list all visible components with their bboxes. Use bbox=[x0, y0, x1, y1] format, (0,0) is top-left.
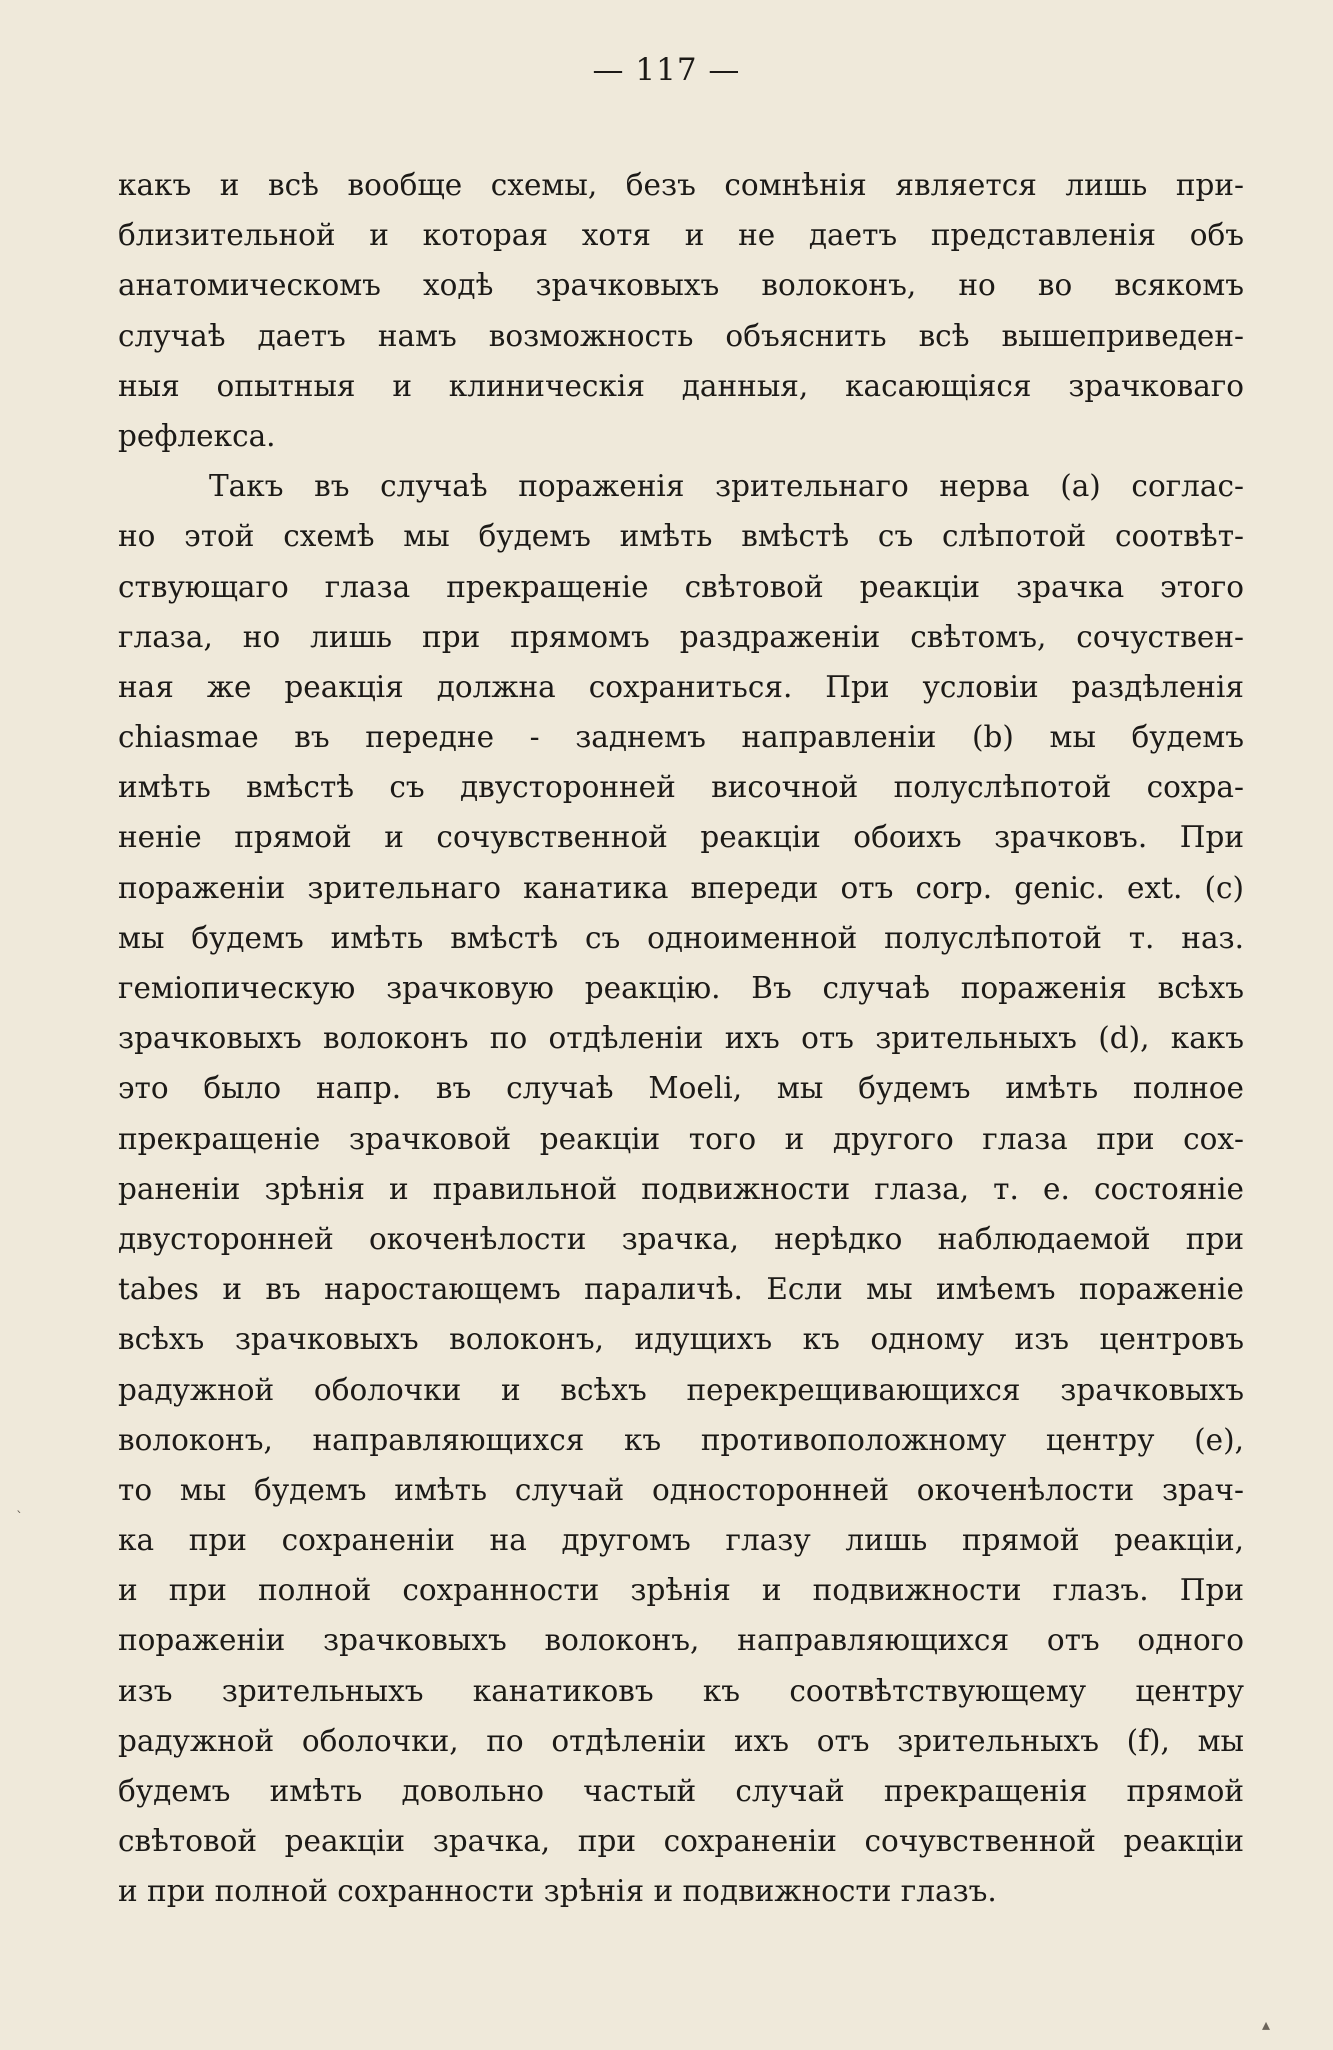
text-line: и при полной сохранности зрѣнія и подвижности глазъ. При bbox=[118, 1573, 1244, 1608]
text-line: всѣхъ зрачковыхъ волоконъ, идущихъ къ одному изъ центровъ bbox=[118, 1322, 1244, 1357]
text-line: двусторонней окоченѣлости зрачка, нерѣдко наблюдаемой при bbox=[118, 1221, 1244, 1256]
text-line: то мы будемъ имѣть случай односторонней окоченѣлости зрач- bbox=[118, 1472, 1244, 1507]
text-line: мы будемъ имѣть вмѣстѣ съ одноименной полуслѣпотой т. наз. bbox=[118, 920, 1244, 955]
text-line: близительной и которая хотя и не даетъ представленія объ bbox=[118, 218, 1244, 253]
text-line: пораженіи зрительнаго канатика впереди отъ corp. genic. ext. (c) bbox=[118, 870, 1244, 905]
text-line: ныя опытныя и клиническія данныя, касающіяся зрачковаго bbox=[118, 368, 1244, 403]
text-line: волоконъ, направляющихся къ противоположному центру (e), bbox=[118, 1422, 1244, 1457]
text-line: имѣть вмѣстѣ съ двусторонней височной полуслѣпотой сохра- bbox=[118, 770, 1244, 805]
text-line: это было напр. въ случаѣ Moeli, мы будемъ имѣть полное bbox=[118, 1071, 1244, 1106]
text-line: chiasmae въ передне - заднемъ направленіи (b) мы будемъ bbox=[118, 720, 1244, 755]
text-line: Такъ въ случаѣ пораженія зрительнаго нерва (a) соглас- bbox=[209, 469, 1244, 504]
text-line: радужной оболочки и всѣхъ перекрещивающихся зрачковыхъ bbox=[118, 1372, 1244, 1407]
text-line: свѣтовой реакціи зрачка, при сохраненіи сочувственной реакціи bbox=[118, 1824, 1244, 1859]
text-line: и при полной сохранности зрѣнія и подвижности глазъ. bbox=[118, 1874, 997, 1909]
text-line: раненіи зрѣнія и правильной подвижности глаза, т. е. состояніе bbox=[118, 1171, 1244, 1206]
text-line: случаѣ даетъ намъ возможность объяснить всѣ вышеприведен- bbox=[118, 318, 1244, 353]
body-text bbox=[118, 160, 1244, 1917]
text-line: прекращеніе зрачковой реакціи того и другого глаза при сох- bbox=[118, 1121, 1244, 1156]
text-line: зрачковыхъ волоконъ по отдѣленіи ихъ отъ зрительныхъ (d), какъ bbox=[118, 1021, 1244, 1056]
text-line: радужной оболочки, по отдѣленіи ихъ отъ зрительныхъ (f), мы bbox=[118, 1723, 1244, 1758]
page-number: — 117 — bbox=[592, 52, 741, 88]
print-speck: ˋ bbox=[16, 1510, 23, 1526]
text-line: но этой схемѣ мы будемъ имѣть вмѣстѣ съ слѣпотой соотвѣт- bbox=[118, 519, 1244, 554]
paragraph-1 bbox=[118, 160, 1244, 461]
text-line: геміопическую зрачковую реакцію. Въ случаѣ пораженія всѣхъ bbox=[118, 971, 1244, 1005]
text-line: неніе прямой и сочувственной реакціи обоихъ зрачковъ. При bbox=[118, 820, 1244, 855]
text-line: tabes и въ наростающемъ параличѣ. Если мы имѣемъ пораженіе bbox=[118, 1272, 1244, 1307]
text-line: анатомическомъ ходѣ зрачковыхъ волоконъ, но во всякомъ bbox=[118, 268, 1244, 303]
text-line: пораженіи зрачковыхъ волоконъ, направляющихся отъ одного bbox=[118, 1623, 1244, 1658]
text-line: изъ зрительныхъ канатиковъ къ соотвѣтствующему центру bbox=[118, 1673, 1244, 1708]
text-line: ная же реакція должна сохраниться. При условіи раздѣленія bbox=[118, 669, 1244, 704]
text-line: будемъ имѣть довольно частый случай прекращенія прямой bbox=[118, 1774, 1244, 1808]
text-line: ка при сохраненіи на другомъ глазу лишь прямой реакціи, bbox=[118, 1523, 1244, 1558]
text-line: рефлекса. bbox=[118, 418, 276, 453]
corner-speck: ▴ bbox=[1262, 2015, 1271, 2034]
paragraph-2 bbox=[118, 461, 1244, 1916]
text-line: ствующаго глаза прекращеніе свѣтовой реакціи зрачка этого bbox=[118, 569, 1244, 604]
text-line: глаза, но лишь при прямомъ раздраженіи свѣтомъ, сочуствен- bbox=[118, 619, 1244, 654]
text-line: какъ и всѣ вообще схемы, безъ сомнѣнія является лишь при- bbox=[118, 168, 1244, 202]
